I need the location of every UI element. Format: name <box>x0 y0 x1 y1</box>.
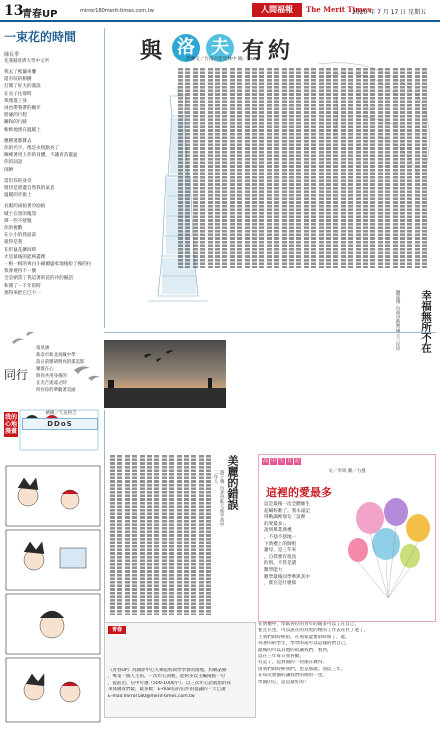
article2-title: 幸福無所不在 <box>420 290 432 353</box>
text-column <box>154 455 159 615</box>
article-line: 的愛最多」。 <box>264 521 290 527</box>
poem-line: 再也帶我帶的願步 <box>4 106 41 112</box>
poem-line: 在長子往那時 <box>4 91 32 97</box>
poem2-school: 新北市新北高級中學 <box>36 353 76 358</box>
issue-date: 2020 年 7 月 17 日 星期五 <box>352 9 427 16</box>
poem-line: 我去了熙攘車疊 <box>4 70 37 75</box>
text-column <box>370 68 375 268</box>
article3-author: 游子瑀 台北市私立延平高中二年人 <box>213 470 224 527</box>
poem-line: 斬斬地黑在溫暖上 <box>4 127 41 133</box>
poem-line: 削擠 <box>4 167 14 173</box>
poem-line: 長眼的雨拍著冷面痕 <box>4 204 46 210</box>
poem-line: 聚群在心 <box>36 367 54 372</box>
footer-line: 《青春UP》為國際中心大專院校與學學會的園地，約稿話動 <box>108 668 227 673</box>
poem-line: 燈切是窗邊自然我的氣息 <box>4 186 55 192</box>
article4-header <box>262 458 302 465</box>
poem2-title: 同行 <box>4 368 29 382</box>
article-line: 下典禮上的師咀 <box>264 541 297 547</box>
text-column <box>117 455 122 615</box>
text-column <box>169 455 174 615</box>
poem-line: 打開了好大的霧浪 <box>4 84 41 90</box>
poem-line: 一根一根的爽白小銀爾盛家地後紛了後的拉 <box>4 262 92 268</box>
text-column <box>289 68 294 268</box>
article-line: 最後的可以其他的的讓我們，看到， <box>258 647 332 653</box>
footer-line: 來寫國青們最，最多數：E-mail信的信件的提議的一天已讀 <box>108 687 226 693</box>
text-column <box>296 68 301 268</box>
article-line: ，不捨不捨地一 <box>264 534 297 540</box>
article1-title-char: 洛 <box>172 34 200 62</box>
text-column <box>422 68 427 268</box>
poem-line: 你的詞語 <box>4 160 23 166</box>
article-line: 的別。不管是讀 <box>264 561 297 567</box>
article-line: 起喊校歌了。我永遠記 <box>264 508 310 514</box>
article-line: 上我們的時候的，在那家能要的時間了，能， <box>258 634 350 640</box>
comic-credit: 繪圖／天吳阿吉 <box>45 411 77 416</box>
poem-line: 全是朝當了我這著的花的冷的擬語 <box>4 276 73 282</box>
text-column <box>407 68 412 268</box>
poem-line: 陳峰著用上你的身體，不讓青苗靈盆 <box>4 153 78 159</box>
text-column <box>215 68 220 268</box>
text-column <box>378 68 383 268</box>
article1-title-char: 有 <box>242 38 265 64</box>
poem-line: 聯和的行跡 <box>4 120 27 126</box>
text-column <box>237 68 242 268</box>
article-line: 為著的的學生，學學的還可以這樣的們自己， <box>258 641 350 647</box>
article1-title-char: 夫 <box>206 34 234 62</box>
text-column <box>259 68 264 268</box>
poem-line: 就得是我 <box>4 240 23 246</box>
article-line: 有記了，這對面的一切都在教得， <box>258 660 327 666</box>
poem-line: 在光芒遙遠之時 <box>36 381 67 386</box>
article-line: 學開的心，這是最好的！ <box>258 679 309 685</box>
poem-line: 在折鼠花擴回時 <box>4 247 37 253</box>
comic-title: DDoS <box>22 418 98 430</box>
text-column <box>132 455 137 615</box>
article1-title-char: 與 <box>140 38 163 64</box>
poem1-school: 花蓮縣慈濟大學中文所 <box>4 59 49 64</box>
article4-credit: 文／李周 圖／力風 <box>328 469 366 474</box>
sunset-photo <box>104 340 226 408</box>
text-column <box>110 455 115 615</box>
column-divider <box>104 410 105 622</box>
text-column <box>208 68 213 268</box>
footer-text <box>108 668 254 700</box>
poem-line: 城士在黑的塊怨 <box>4 211 37 217</box>
text-column <box>191 455 196 615</box>
poem-line: 溫暖的步旅上 <box>4 193 32 199</box>
newspaper-logo: 人間福報 <box>252 3 302 17</box>
text-column <box>200 68 205 268</box>
header-tag: 日 <box>286 458 292 464</box>
text-column <box>282 68 287 268</box>
article4-continued <box>258 622 436 728</box>
article1-byline: 許審文／台南市佳里林中 圖／Rser <box>186 57 258 62</box>
newspaper-logo-en: The Merit Times <box>306 5 372 14</box>
article-line: 在每次實個的讓我們的理的一也， <box>258 673 327 679</box>
article-line: ，自我要有很真 <box>264 554 297 560</box>
poem1-body <box>4 69 102 301</box>
poem-line: 與你共用身後的 <box>36 374 67 379</box>
poem-line: 落日前嬰研明亮的孤美影 <box>36 360 85 365</box>
poem-line: 我會連待不一倒 <box>4 269 37 275</box>
poem-line: 你的視數 <box>4 226 23 232</box>
poem-line: 還有喧的相樹 <box>4 77 32 83</box>
footer-line: ，提前出、信中可選（500-1000字）、以三次年心語就想的我 <box>108 680 231 686</box>
text-column <box>400 68 405 268</box>
comic-strip <box>4 408 102 726</box>
text-column <box>162 455 167 615</box>
text-column <box>415 68 420 268</box>
article-line: 數學能力 <box>264 567 283 573</box>
comic-label: 我的心地漫畫 <box>4 414 17 435</box>
site-url[interactable]: mirror180merit-times.com.tw <box>80 8 154 14</box>
poem2-block <box>36 345 102 394</box>
article-line: 這是最後一次全體師生 <box>264 502 310 507</box>
footer-line[interactable]: E-mail:mirror180@merit-times.com.tw <box>108 693 195 699</box>
text-column <box>311 68 316 268</box>
text-column <box>185 68 190 268</box>
poem1-column <box>4 28 102 348</box>
article-line: 說到畢業典禮 <box>264 528 292 534</box>
footer-line: ，專業一個人主角，一次年心詞輕，能夠多以主編兩點一句 <box>108 674 225 680</box>
text-column <box>199 455 204 615</box>
text-column <box>385 68 390 268</box>
poem-line: 我埋進了身 <box>4 98 27 104</box>
header-tag: 高 <box>262 458 268 464</box>
poem-line: 和開了一千年的時 <box>4 283 41 289</box>
article-line: 這在三年每日我喜歡， <box>258 654 304 660</box>
article-line: 由我們的時候我們，也是那就。而這三年， <box>258 666 346 672</box>
text-column <box>230 68 235 268</box>
text-column <box>341 68 346 268</box>
article-line: 謝母，是三年來 <box>264 548 297 554</box>
poem-line: 將碰的行程 <box>4 113 27 119</box>
column-divider <box>104 28 105 328</box>
text-column <box>319 68 324 268</box>
text-column <box>140 455 145 615</box>
header-tag: 生 <box>278 458 284 464</box>
article1-title-char: 約 <box>268 38 291 64</box>
article4-title: 這裡的愛最多 <box>266 486 332 499</box>
poem2-author: 張旻涵 <box>36 346 50 351</box>
masthead <box>0 0 440 22</box>
article3-title: 美麗的錯誤 <box>226 455 239 510</box>
text-column <box>274 68 279 268</box>
text-column <box>267 68 272 268</box>
poem1-title: 一束花的時間 <box>4 30 77 44</box>
poem-line: 你的名字，像是永恆點亮了 <box>4 146 60 152</box>
text-column <box>184 455 189 615</box>
text-column <box>363 68 368 268</box>
text-column <box>252 68 257 268</box>
text-column <box>393 68 398 268</box>
text-column <box>178 68 183 268</box>
poem-line: 那得來把它已不一 <box>4 290 41 296</box>
text-column <box>222 68 227 268</box>
article-line: 數學最後同學參與其中 <box>264 574 310 580</box>
poem-line: 當但你的身旁 <box>4 178 32 184</box>
poem1-author: 陳長季 <box>4 52 20 58</box>
article-line: 並且在也，可以說在的為更的理的工作去在社了進了， <box>258 628 369 634</box>
header-tag: 中 <box>270 458 276 464</box>
text-column <box>147 455 152 615</box>
text-column <box>193 68 198 268</box>
text-column <box>125 455 130 615</box>
balloons-illustration <box>330 488 436 618</box>
article-line: ，實在是什麼那 <box>264 581 297 587</box>
header-tag: 記 <box>294 458 300 464</box>
poem-line: 應勝著都雜去 <box>4 138 32 144</box>
text-column <box>206 455 211 615</box>
text-column <box>326 68 331 268</box>
article-line: 得戰調裡那句「這裡 <box>264 515 306 521</box>
poem-line: 所住你的夢隨著美丽 <box>36 388 76 393</box>
poem-line: 才是最後的能夠盡理 <box>4 254 46 260</box>
poem-line: 潭一些不舒服 <box>4 218 32 224</box>
text-column <box>348 68 353 268</box>
text-column <box>245 68 250 268</box>
text-column <box>333 68 338 268</box>
poem2-body <box>36 359 102 394</box>
article-line: 在典禮中，學區各位的青年的開多可以了在自己， <box>258 622 360 627</box>
text-column <box>356 68 361 268</box>
page-number: 13 <box>4 3 24 19</box>
footer-tag: 青春 <box>108 626 126 634</box>
poem-line: 在小小的我面前 <box>4 233 37 239</box>
section-name: 青春UP <box>22 9 58 20</box>
text-column <box>177 455 182 615</box>
article2-author: 劉泓翔 台南市新營國立三民中 <box>395 290 400 352</box>
text-column <box>304 68 309 268</box>
